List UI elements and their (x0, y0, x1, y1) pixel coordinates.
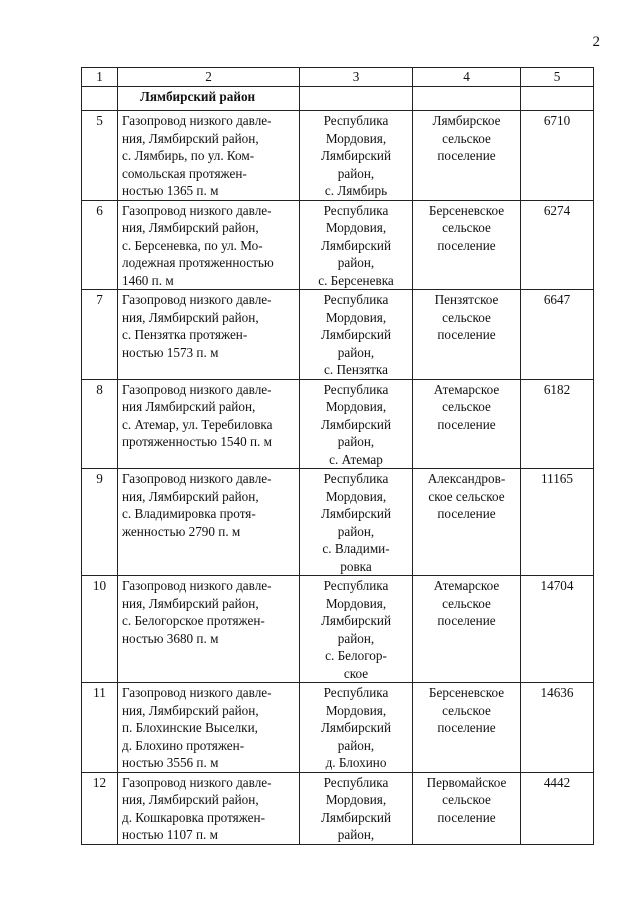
column-header: 2 (118, 68, 300, 87)
cell-line: Мордовия, (325, 309, 387, 325)
object-location (300, 772, 413, 844)
cell-line: с. Лямбирь, по ул. Ком- (122, 148, 255, 163)
cell-line: Пензятское (434, 292, 499, 307)
cell-line: сельское (442, 595, 491, 611)
cell-line: район, (337, 255, 375, 270)
cell-line: поселение (437, 416, 496, 432)
column-header: 3 (300, 68, 413, 87)
object-description (118, 576, 300, 683)
cell-line: поселение (437, 148, 496, 163)
cell-line: поселение (437, 237, 496, 253)
empty-cell (300, 87, 413, 111)
cell-line: ностью 3556 п. м (122, 755, 219, 770)
cell-line: сельское (442, 309, 491, 325)
row-number: 5 (82, 111, 118, 201)
cell-line: Лямбирский (320, 327, 392, 342)
object-description (118, 111, 300, 201)
table-row (82, 576, 594, 683)
cell-line: Атемарское (433, 578, 500, 593)
cell-line: Первомайское (426, 774, 507, 790)
settlement-name (413, 111, 521, 201)
cell-line: Лямбирский (320, 613, 392, 628)
cell-line: сельское (442, 220, 491, 235)
cell-line: район, (337, 523, 375, 539)
page-number: 2 (592, 34, 600, 50)
cell-line: Газопровод низкого давле- (122, 685, 272, 700)
cell-line: с. Берсеневка (318, 272, 394, 288)
cell-line: ния, Лямбирский район, (122, 488, 259, 504)
cell-line: Газопровод низкого давле- (122, 202, 272, 218)
cell-line: ния, Лямбирский район, (122, 792, 259, 807)
cell-line: Газопровод низкого давле- (122, 774, 272, 790)
cell-line: Лямбирский (320, 506, 392, 521)
table-row (82, 200, 594, 290)
cell-line: протяженностью 1540 п. м (122, 434, 273, 449)
row-number: 11 (82, 683, 118, 773)
object-description (118, 683, 300, 773)
cell-line: 1460 п. м (122, 272, 174, 288)
table-row (82, 683, 594, 773)
object-location (300, 469, 413, 576)
cell-line: ностью 3680 п. м (122, 630, 219, 646)
cell-line: Берсеневское (428, 685, 505, 700)
cell-line: поселение (437, 327, 496, 342)
cell-line: поселение (437, 720, 496, 735)
object-location (300, 683, 413, 773)
amount-value: 6274 (521, 200, 594, 290)
cell-line: Мордовия, (325, 399, 387, 414)
cell-line: Республика (323, 774, 389, 790)
cell-line: Республика (323, 471, 389, 486)
cell-line: Лямбирский (320, 809, 392, 825)
cell-line: ностью 1573 п. м (122, 344, 219, 360)
column-header: 1 (82, 68, 118, 87)
cell-line: Газопровод низкого давле- (122, 381, 272, 397)
cell-line: район, (337, 434, 375, 449)
table-header-row (82, 68, 594, 87)
cell-line: с. Атемар (329, 451, 383, 467)
cell-line: с. Лямбирь (324, 183, 388, 198)
cell-line: поселение (437, 506, 496, 521)
cell-line: ское сельское (428, 488, 505, 504)
empty-cell (521, 87, 594, 111)
amount-value: 11165 (521, 469, 594, 576)
cell-line: ния, Лямбирский район, (122, 220, 259, 235)
cell-line: поселение (437, 613, 496, 628)
cell-line: ностью 1107 п. м (122, 827, 218, 842)
cell-line: ния Лямбирский район, (122, 399, 256, 414)
row-number: 12 (82, 772, 118, 844)
cell-line: Лямбирский (320, 237, 392, 253)
cell-line: Газопровод низкого давле- (122, 578, 272, 593)
object-location (300, 379, 413, 469)
row-number: 10 (82, 576, 118, 683)
cell-line: сельское (442, 130, 491, 146)
cell-line: женностью 2790 п. м (122, 523, 241, 539)
cell-line: Газопровод низкого давле- (122, 113, 272, 128)
settlement-name (413, 379, 521, 469)
cell-line: Мордовия, (325, 130, 387, 146)
cell-line: Лямбирский (320, 148, 392, 163)
cell-line: Атемарское (433, 381, 500, 397)
object-location (300, 111, 413, 201)
cell-line: район, (337, 737, 375, 753)
table-row (82, 111, 594, 201)
cell-line: с. Берсеневка, по ул. Мо- (122, 237, 263, 253)
table-row (82, 469, 594, 576)
cell-line: район, (337, 165, 375, 181)
table-row (82, 379, 594, 469)
object-description (118, 290, 300, 380)
cell-line: с. Белогор- (325, 648, 387, 663)
object-location (300, 290, 413, 380)
cell-line: Республика (323, 685, 389, 700)
row-number: 9 (82, 469, 118, 576)
cell-line: ностью 1365 п. м (122, 183, 219, 198)
cell-line: п. Блохинские Выселки, (122, 720, 258, 735)
cell-line: Берсеневское (428, 202, 505, 218)
cell-line: д. Блохино протяжен- (122, 737, 245, 753)
cell-line: Мордовия, (325, 488, 387, 504)
table-row (82, 772, 594, 844)
object-description (118, 772, 300, 844)
cell-line: Лямбирское (432, 113, 501, 128)
amount-value: 14636 (521, 683, 594, 773)
cell-line: Мордовия, (325, 702, 387, 718)
object-location (300, 200, 413, 290)
cell-line: Газопровод низкого давле- (122, 292, 272, 307)
column-header: 5 (521, 68, 594, 87)
settlement-name (413, 469, 521, 576)
object-description (118, 200, 300, 290)
cell-line: сельское (442, 792, 491, 807)
table-row (82, 290, 594, 380)
cell-line: Республика (323, 578, 389, 593)
cell-line: Мордовия, (325, 595, 387, 611)
cell-line: район, (337, 630, 375, 646)
object-location (300, 576, 413, 683)
amount-value: 14704 (521, 576, 594, 683)
row-number: 7 (82, 290, 118, 380)
settlement-name (413, 683, 521, 773)
settlement-name (413, 576, 521, 683)
cell-line: Лямбирский (320, 720, 392, 735)
cell-line: Республика (323, 113, 389, 128)
column-header: 4 (413, 68, 521, 87)
cell-line: район, (337, 344, 375, 360)
cell-line: сельское (442, 702, 491, 718)
empty-cell (82, 87, 118, 111)
cell-line: ровка (340, 558, 372, 574)
cell-line: д. Кошкаровка протяжен- (122, 809, 265, 825)
cell-line: ния, Лямбирский район, (122, 309, 259, 325)
empty-cell (413, 87, 521, 111)
cell-line: ское (343, 665, 369, 681)
cell-line: с. Пензятка протяжен- (122, 327, 248, 342)
cell-line: сомольская протяжен- (122, 165, 247, 181)
cell-line: с. Атемар, ул. Теребиловка (122, 416, 273, 432)
cell-line: район, (337, 827, 375, 842)
amount-value: 6647 (521, 290, 594, 380)
amount-value: 4442 (521, 772, 594, 844)
object-description (118, 379, 300, 469)
cell-line: ния, Лямбирский район, (122, 595, 259, 611)
cell-line: поселение (437, 809, 496, 825)
cell-line: с. Владимировка протя- (122, 506, 256, 521)
row-number: 8 (82, 379, 118, 469)
cell-line: Лямбирский (320, 416, 392, 432)
cell-line: Республика (323, 381, 389, 397)
settlement-name (413, 772, 521, 844)
cell-line: Александров- (427, 471, 506, 486)
cell-line: с. Белогорское протяжен- (122, 613, 265, 628)
object-description (118, 469, 300, 576)
gas-pipeline-table (81, 67, 594, 845)
cell-line: Республика (323, 202, 389, 218)
cell-line: с. Пензятка (324, 362, 388, 377)
district-row (82, 87, 594, 111)
cell-line: Мордовия, (325, 792, 387, 807)
district-name: Лямбирский район (118, 87, 300, 111)
row-number: 6 (82, 200, 118, 290)
cell-line: ния, Лямбирский район, (122, 702, 259, 718)
cell-line: лодежная протяженностью (122, 255, 274, 270)
amount-value: 6710 (521, 111, 594, 201)
cell-line: сельское (442, 399, 491, 414)
cell-line: Республика (323, 292, 389, 307)
cell-line: Мордовия, (325, 220, 387, 235)
cell-line: ния, Лямбирский район, (122, 130, 259, 146)
settlement-name (413, 290, 521, 380)
cell-line: д. Блохино (325, 755, 387, 770)
cell-line: с. Владими- (322, 541, 390, 556)
settlement-name (413, 200, 521, 290)
cell-line: Газопровод низкого давле- (122, 471, 272, 486)
amount-value: 6182 (521, 379, 594, 469)
